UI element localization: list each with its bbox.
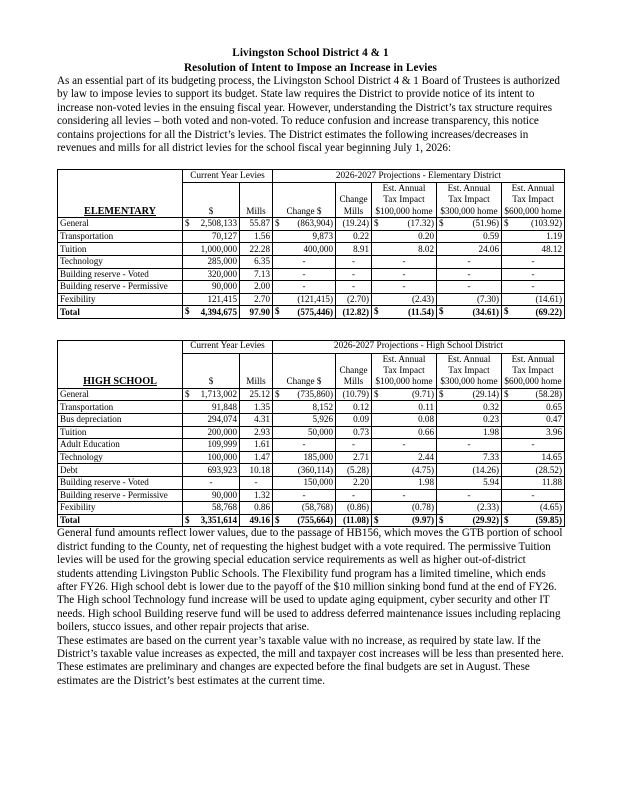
highschool-table-body — [58, 388, 565, 527]
cell-current-dollar: 121,415 — [183, 293, 240, 306]
cell-current-dollar: 294,074 — [183, 414, 240, 427]
cell-impact-300k: 0.32 — [437, 401, 502, 414]
cell-impact-100k: 2.44 — [372, 451, 437, 464]
cell-impact-300k: (7.30) — [437, 293, 502, 306]
impact-label-line2: Tax Impact — [383, 365, 425, 375]
cell-change-mills: - — [336, 281, 372, 294]
row-label: Debt — [58, 464, 183, 477]
cell-impact-100k: $ (11.54) — [372, 306, 437, 319]
impact-label-line2: Tax Impact — [512, 194, 554, 205]
intro-paragraph: As an essential part of its budgeting process, the Livingston School District 4 & 1 Board of Trustees is authorized by law to impose levies to support its budget. State law requires the District to provide notice of its intent to increase non-voted levies in the ensuing fiscal year. However, understanding the District’s tax structure requires considering all levies – both voted and non-voted. To reduce confusion and increase transparency, this notice contains projections for all the District’s levies. The District estimates the following increases/decreases in revenues and mills for all district levies for the school fiscal year beginning July 1, 2026: — [57, 75, 560, 155]
table-row — [58, 502, 565, 515]
elementary-col-change-mills-l1: Change — [339, 194, 368, 205]
cell-impact-300k: - — [437, 268, 502, 281]
row-label: Building reserve - Permissive — [58, 489, 183, 502]
cell-change-mills: 2.71 — [336, 451, 372, 464]
cell-impact-600k: 1.19 — [502, 230, 565, 243]
cell-change-mills: - — [336, 489, 372, 502]
table-row — [58, 388, 565, 401]
cell-impact-600k: - — [502, 489, 565, 502]
elementary-col-change-mills — [336, 183, 372, 218]
cell-impact-100k: 0.11 — [372, 401, 437, 414]
currency-symbol: $ — [439, 218, 444, 229]
cell-impact-300k: (2.33) — [437, 502, 502, 515]
cell-current-dollar: $ 3,351,614 — [183, 514, 240, 527]
cell-current-mills: 2.93 — [240, 426, 273, 439]
row-label: Building reserve - Voted — [58, 476, 183, 489]
impact-label-line1: Est. Annual — [447, 353, 491, 364]
highschool-col-change-mills-l1: Change — [339, 365, 368, 375]
cell-current-dollar: 693,923 — [183, 464, 240, 477]
cell-change-dollar: - — [273, 439, 336, 452]
currency-symbol: $ — [275, 306, 280, 317]
currency-symbol: $ — [185, 218, 190, 229]
table-row — [58, 451, 565, 464]
cell-current-mills: 2.70 — [240, 293, 273, 306]
cell-impact-300k: - — [437, 256, 502, 269]
cell-change-dollar: (121,415) — [273, 293, 336, 306]
highschool-col-impact-100k — [372, 353, 437, 388]
cell-change-mills: (2.70) — [336, 293, 372, 306]
currency-symbol: $ — [275, 218, 280, 229]
currency-symbol: $ — [439, 388, 444, 399]
cell-impact-100k: - — [372, 256, 437, 269]
impact-label-line1: Est. Annual — [511, 183, 555, 194]
highschool-levy-table — [57, 340, 565, 527]
cell-change-dollar: $ (735,860) — [273, 388, 336, 401]
cell-impact-300k: 0.59 — [437, 230, 502, 243]
cell-impact-100k: (0.78) — [372, 502, 437, 515]
cell-current-mills: 10.18 — [240, 464, 273, 477]
cell-change-mills: - — [336, 256, 372, 269]
cell-change-dollar: - — [273, 489, 336, 502]
cell-change-dollar: 185,000 — [273, 451, 336, 464]
elementary-group-header-row — [58, 170, 565, 183]
currency-symbol: $ — [374, 218, 379, 229]
elementary-col-dollar: $ — [183, 183, 240, 218]
elementary-col-mills: Mills — [240, 183, 273, 218]
cell-impact-300k: $ (34.61) — [437, 306, 502, 319]
cell-impact-300k: $ (29.92) — [437, 514, 502, 527]
row-label: Total — [58, 306, 183, 319]
table-row — [58, 489, 565, 502]
cell-impact-300k: 24.06 — [437, 243, 502, 256]
table-row — [58, 439, 565, 452]
currency-symbol: $ — [504, 306, 509, 317]
impact-label-home: $600,000 home — [504, 205, 562, 216]
cell-impact-100k: 8.02 — [372, 243, 437, 256]
cell-change-dollar: (360,114) — [273, 464, 336, 477]
cell-change-dollar: $ (575,446) — [273, 306, 336, 319]
cell-change-mills: 0.12 — [336, 401, 372, 414]
cell-change-mills: (11.08) — [336, 514, 372, 527]
cell-impact-300k: 5.94 — [437, 476, 502, 489]
table-row — [58, 464, 565, 477]
currency-symbol: $ — [275, 388, 280, 399]
cell-impact-600k: 0.47 — [502, 414, 565, 427]
cell-change-mills: (19.24) — [336, 218, 372, 231]
cell-impact-300k: $ (51.96) — [437, 218, 502, 231]
cell-impact-100k: 1.98 — [372, 476, 437, 489]
row-label: Total — [58, 514, 183, 527]
cell-impact-100k: 0.08 — [372, 414, 437, 427]
cell-current-mills: 25.12 — [240, 388, 273, 401]
cell-impact-300k: - — [437, 489, 502, 502]
title-line-2: Resolution of Intent to Impose an Increase in Levies — [184, 61, 437, 74]
row-label: Building reserve - Voted — [58, 268, 183, 281]
elementary-col-change-dollar: Change $ — [273, 183, 336, 218]
highschool-section-title: HIGH SCHOOL — [83, 376, 157, 388]
cell-impact-100k: (2.43) — [372, 293, 437, 306]
cell-current-mills: 97.90 — [240, 306, 273, 319]
impact-label-home: $300,000 home — [440, 205, 498, 216]
cell-impact-600k: 0.65 — [502, 401, 565, 414]
cell-current-dollar: - — [183, 476, 240, 489]
currency-symbol: $ — [439, 306, 444, 317]
cell-impact-600k: - — [502, 439, 565, 452]
currency-symbol: $ — [504, 388, 509, 399]
cell-impact-300k: - — [437, 439, 502, 452]
highschool-col-change-dollar: Change $ — [273, 353, 336, 388]
cell-current-dollar: $ 1,713,002 — [183, 388, 240, 401]
cell-impact-600k: $ (59.85) — [502, 514, 565, 527]
impact-label-line2: Tax Impact — [512, 365, 554, 375]
cell-current-mills: 22.28 — [240, 243, 273, 256]
page-title — [57, 46, 564, 75]
currency-symbol: $ — [504, 218, 509, 229]
cell-change-mills: - — [336, 439, 372, 452]
impact-label-line1: Est. Annual — [511, 353, 555, 364]
cell-impact-300k: - — [437, 281, 502, 294]
cell-impact-300k: 7.33 — [437, 451, 502, 464]
cell-impact-600k: 48.12 — [502, 243, 565, 256]
table-row — [58, 268, 565, 281]
elementary-col-impact-600k — [502, 183, 565, 218]
cell-impact-600k: - — [502, 256, 565, 269]
highschool-col-dollar: $ — [183, 353, 240, 388]
cell-impact-600k: $ (69.22) — [502, 306, 565, 319]
cell-impact-600k: $ (58.28) — [502, 388, 565, 401]
cell-change-dollar: (58,768) — [273, 502, 336, 515]
currency-symbol: $ — [185, 306, 190, 317]
cell-change-mills: (12.82) — [336, 306, 372, 319]
highschool-col-impact-600k — [502, 353, 565, 388]
cell-impact-100k: - — [372, 439, 437, 452]
cell-change-mills: 0.22 — [336, 230, 372, 243]
cell-change-mills: (10.79) — [336, 388, 372, 401]
cell-impact-600k: - — [502, 268, 565, 281]
table-row — [58, 256, 565, 269]
impact-label-line1: Est. Annual — [447, 183, 491, 194]
row-label: Transportation — [58, 230, 183, 243]
row-label: Transportation — [58, 401, 183, 414]
table-row — [58, 476, 565, 489]
table-row — [58, 243, 565, 256]
impact-label-home: $600,000 home — [504, 376, 562, 387]
cell-current-dollar: 90,000 — [183, 489, 240, 502]
cell-current-dollar: 70,127 — [183, 230, 240, 243]
highschool-table-head — [58, 341, 565, 389]
cell-change-mills: 8.91 — [336, 243, 372, 256]
impact-label-line1: Est. Annual — [382, 353, 426, 364]
cell-change-dollar: 8,152 — [273, 401, 336, 414]
elementary-section-title-cell — [58, 170, 183, 218]
table-row — [58, 230, 565, 243]
impact-label-home: $100,000 home — [375, 205, 433, 216]
cell-impact-600k: - — [502, 281, 565, 294]
cell-impact-300k: 0.23 — [437, 414, 502, 427]
row-label: Fexibility — [58, 293, 183, 306]
cell-change-dollar: 400,000 — [273, 243, 336, 256]
currency-symbol: $ — [275, 514, 280, 525]
cell-current-mills: 1.56 — [240, 230, 273, 243]
row-label: General — [58, 218, 183, 231]
cell-current-dollar: $ 2,508,133 — [183, 218, 240, 231]
cell-current-mills: 1.47 — [240, 451, 273, 464]
currency-symbol: $ — [185, 514, 190, 525]
cell-impact-100k: $ (9.97) — [372, 514, 437, 527]
cell-current-dollar: 58,768 — [183, 502, 240, 515]
cell-impact-600k: 11.88 — [502, 476, 565, 489]
row-label: Technology — [58, 451, 183, 464]
cell-impact-100k: - — [372, 281, 437, 294]
highschool-section-title-cell — [58, 341, 183, 389]
row-label: General — [58, 388, 183, 401]
highschool-col-change-mills — [336, 353, 372, 388]
currency-symbol: $ — [374, 306, 379, 317]
currency-symbol: $ — [439, 514, 444, 525]
cell-current-dollar: 91,848 — [183, 401, 240, 414]
elementary-col-impact-300k — [437, 183, 502, 218]
highschool-projections-header: 2026-2027 Projections - High School District — [273, 341, 565, 354]
cell-change-dollar: $ (755,664) — [273, 514, 336, 527]
currency-symbol: $ — [185, 388, 190, 399]
table-row — [58, 401, 565, 414]
cell-change-mills: (5.28) — [336, 464, 372, 477]
elementary-levy-table — [57, 169, 565, 319]
cell-change-dollar: - — [273, 268, 336, 281]
estimates-paragraph: These estimates are based on the current year’s taxable value with no increase, as required by state law. If the District’s taxable value increases as expected, the mill and taxpayer cost increases will be less than presented here. These estimates are preliminary and changes are expected before the final budgets are set in August. These estimates are the District’s best estimates at the current time. — [57, 634, 564, 687]
row-label: Bus depreciation — [58, 414, 183, 427]
elementary-col-impact-100k — [372, 183, 437, 218]
row-label: Building reserve - Permissive — [58, 281, 183, 294]
currency-symbol: $ — [374, 514, 379, 525]
cell-change-dollar: 150,000 — [273, 476, 336, 489]
highschool-col-mills: Mills — [240, 353, 273, 388]
table-total-row — [58, 514, 565, 527]
cell-current-dollar: $ 4,394,675 — [183, 306, 240, 319]
cell-change-dollar: 5,926 — [273, 414, 336, 427]
title-line-1: Livingston School District 4 & 1 — [232, 47, 389, 59]
elementary-table-body — [58, 218, 565, 319]
elementary-projections-header: 2026-2027 Projections - Elementary District — [273, 170, 565, 183]
cell-change-dollar: 50,000 — [273, 426, 336, 439]
cell-impact-100k: 0.20 — [372, 230, 437, 243]
impact-label-line2: Tax Impact — [448, 365, 490, 375]
cell-current-dollar: 200,000 — [183, 426, 240, 439]
cell-impact-100k: (4.75) — [372, 464, 437, 477]
currency-symbol: $ — [504, 514, 509, 525]
highschool-col-impact-300k — [437, 353, 502, 388]
elementary-current-year-header: Current Year Levies — [183, 170, 273, 183]
cell-current-mills: 0.86 — [240, 502, 273, 515]
row-label: Adult Education — [58, 439, 183, 452]
cell-change-dollar: $ (863,904) — [273, 218, 336, 231]
cell-impact-600k: $ (103.92) — [502, 218, 565, 231]
cell-change-mills: 0.73 — [336, 426, 372, 439]
cell-current-dollar: 285,000 — [183, 256, 240, 269]
elementary-table-head — [58, 170, 565, 218]
cell-current-mills: 6.35 — [240, 256, 273, 269]
cell-impact-600k: 14.65 — [502, 451, 565, 464]
cell-impact-600k: (4.65) — [502, 502, 565, 515]
cell-current-dollar: 100,000 — [183, 451, 240, 464]
cell-current-mills: 7.13 — [240, 268, 273, 281]
cell-change-mills: - — [336, 268, 372, 281]
row-label: Technology — [58, 256, 183, 269]
table-row — [58, 281, 565, 294]
row-label: Tuition — [58, 243, 183, 256]
table-total-row — [58, 306, 565, 319]
cell-current-dollar: 1,000,000 — [183, 243, 240, 256]
highschool-group-header-row — [58, 341, 565, 354]
table-row — [58, 218, 565, 231]
cell-impact-100k: - — [372, 268, 437, 281]
cell-impact-100k: - — [372, 489, 437, 502]
table-row — [58, 293, 565, 306]
impact-label-home: $100,000 home — [375, 376, 433, 387]
cell-change-dollar: 9,873 — [273, 230, 336, 243]
highschool-current-year-header: Current Year Levies — [183, 341, 273, 354]
cell-impact-300k: $ (29.14) — [437, 388, 502, 401]
currency-symbol: $ — [374, 388, 379, 399]
cell-impact-600k: (14.61) — [502, 293, 565, 306]
cell-impact-100k: 0.66 — [372, 426, 437, 439]
cell-impact-300k: 1.98 — [437, 426, 502, 439]
cell-current-mills: 1.32 — [240, 489, 273, 502]
cell-current-mills: 4.31 — [240, 414, 273, 427]
table-row — [58, 414, 565, 427]
elementary-section-title: ELEMENTARY — [84, 205, 156, 217]
cell-current-mills: - — [240, 476, 273, 489]
highschool-table-wrapper — [57, 340, 564, 527]
cell-impact-600k: 3.96 — [502, 426, 565, 439]
elementary-col-change-mills-l2: Mills — [343, 205, 364, 216]
impact-label-line1: Est. Annual — [382, 183, 426, 194]
cell-current-mills: 55.87 — [240, 218, 273, 231]
cell-impact-300k: (14.26) — [437, 464, 502, 477]
cell-current-mills: 2.00 — [240, 281, 273, 294]
cell-current-dollar: 90,000 — [183, 281, 240, 294]
cell-change-dollar: - — [273, 256, 336, 269]
cell-impact-100k: $ (9.71) — [372, 388, 437, 401]
elementary-table-wrapper — [57, 169, 564, 319]
table-row — [58, 426, 565, 439]
cell-change-dollar: - — [273, 281, 336, 294]
cell-impact-600k: (28.52) — [502, 464, 565, 477]
cell-current-dollar: 109,999 — [183, 439, 240, 452]
row-label: Fexibility — [58, 502, 183, 515]
highschool-col-change-mills-l2: Mills — [343, 376, 364, 387]
cell-current-mills: 1.61 — [240, 439, 273, 452]
row-label: Tuition — [58, 426, 183, 439]
cell-impact-100k: $ (17.32) — [372, 218, 437, 231]
impact-label-home: $300,000 home — [440, 376, 498, 387]
cell-current-mills: 1.35 — [240, 401, 273, 414]
cell-change-mills: 0.09 — [336, 414, 372, 427]
cell-change-mills: 2.20 — [336, 476, 372, 489]
impact-label-line2: Tax Impact — [383, 194, 425, 205]
notes-paragraph: General fund amounts reflect lower values, due to the passage of HB156, which moves the GTB portion of school district funding to the County, net of requesting the highest budget with a vote required. The permissive Tuition levies will be used for the growing special education service requirements as well as higher out-of-district students attending Livingston Public Schools. The Flexibility fund program has a limited timeline, which ends after FY26. High school debt is lower due to the payoff of the $10 million sinking bond fund at the end of FY26. The High school Technology fund increase will be used to update aging equipment, cyber security and other IT needs. High school Building reserve fund will be used to address deferred maintenance issues including replacing boilers, stucco issues, and other repair projects that arise. — [57, 527, 563, 634]
impact-label-line2: Tax Impact — [448, 194, 490, 205]
cell-current-mills: 49.16 — [240, 514, 273, 527]
cell-current-dollar: 320,000 — [183, 268, 240, 281]
cell-change-mills: (0.86) — [336, 502, 372, 515]
